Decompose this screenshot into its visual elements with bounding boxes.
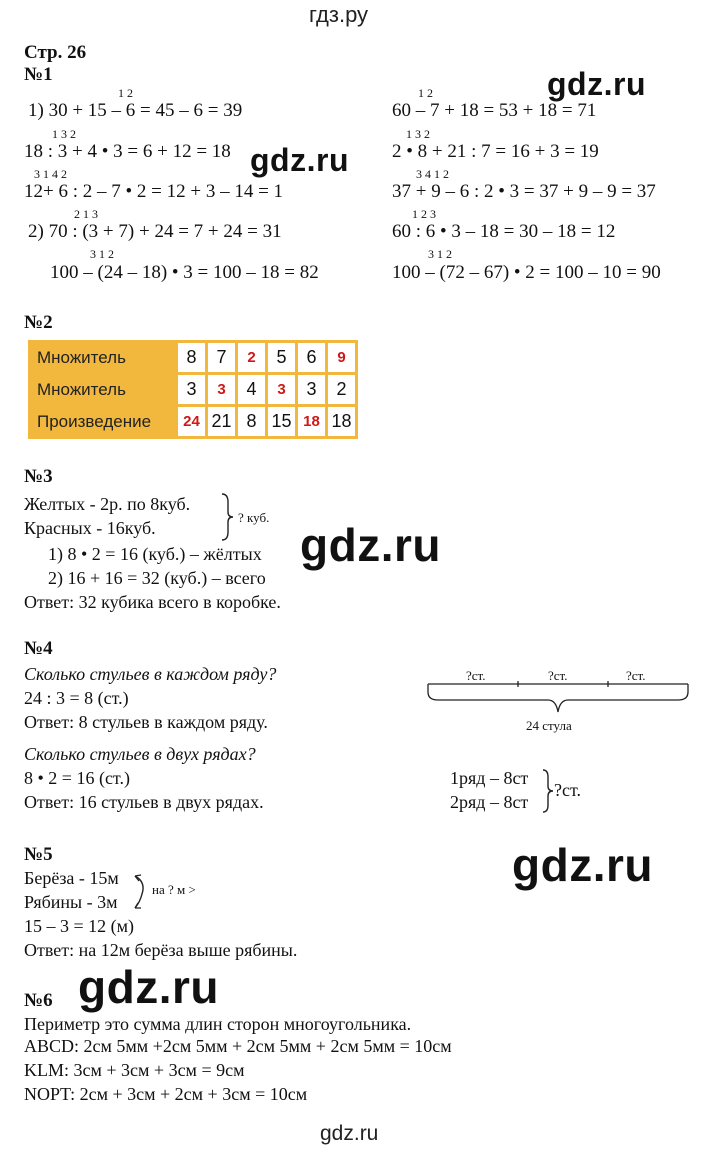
task6-abcd: ABCD: 2см 5мм +2см 5мм + 2см 5мм + 2см 5мм = 10см [24, 1036, 452, 1056]
task3-step1: 1) 8 • 2 = 16 (куб.) – жёлтых [48, 544, 262, 564]
table-cell: 4 [237, 374, 267, 406]
table-cell: 3 [207, 374, 237, 406]
row1-label: 1ряд – 8ст [450, 768, 529, 788]
table-cell: 8 [237, 406, 267, 438]
equation: 12+ 6 : 2 – 7 • 2 = 12 + 3 – 14 = 1 [24, 181, 284, 202]
task3-answer: Ответ: 32 кубика всего в коробке. [24, 592, 281, 612]
footer-site: gdz.ru [320, 1122, 379, 1145]
watermark: gdz.ru [300, 519, 441, 571]
table-cell: 18 [297, 406, 327, 438]
equation: 100 – (72 – 67) • 2 = 100 – 10 = 90 [392, 262, 661, 283]
task1-title: №1 [24, 64, 53, 85]
segment-brace-icon [426, 680, 690, 720]
table-row [30, 342, 357, 374]
order-marks: 2 1 3 [74, 207, 98, 221]
task6-klm: KLM: 3см + 3см + 3см = 9см [24, 1060, 245, 1080]
task6-title: №6 [24, 990, 53, 1011]
watermark: gdz.ru [250, 142, 349, 178]
order-marks: 1 3 2 [52, 127, 76, 141]
equation: 60 – 7 + 18 = 53 + 18 = 71 [392, 100, 597, 121]
table-cell: 21 [207, 406, 237, 438]
task2-title: №2 [24, 312, 53, 333]
order-marks: 3 1 4 2 [34, 167, 67, 181]
table-cell: 3 [267, 374, 297, 406]
order-marks: 3 4 1 2 [416, 167, 449, 181]
task5-step: 15 – 3 = 12 (м) [24, 916, 135, 936]
table-cell: 15 [267, 406, 297, 438]
table-cell: 2 [327, 374, 357, 406]
order-marks: 3 1 2 [90, 247, 114, 261]
task6-definition: Периметр это сумма длин сторон многоугольника. [24, 1014, 412, 1034]
table-cell: 7 [207, 342, 237, 374]
rows-question: ?ст. [554, 780, 581, 800]
task3-question: ? куб. [238, 510, 270, 525]
task4-question2: Сколько стульев в двух рядах? [24, 744, 256, 764]
page-ref: Стр. 26 [24, 42, 87, 63]
table-cell: 6 [297, 342, 327, 374]
equation: 37 + 9 – 6 : 2 • 3 = 37 + 9 – 9 = 37 [392, 181, 656, 202]
task4-title: №4 [24, 638, 53, 659]
table-cell: 24 [177, 406, 207, 438]
task3-step2: 2) 16 + 16 = 32 (куб.) – всего [48, 568, 266, 588]
equation: 2) 70 : (3 + 7) + 24 = 7 + 24 = 31 [28, 221, 282, 242]
total-label: 24 стула [526, 718, 572, 733]
order-marks: 1 3 2 [406, 127, 430, 141]
table-row [30, 374, 357, 406]
watermark: gdz.ru [512, 839, 653, 891]
row2-label: 2ряд – 8ст [450, 792, 529, 812]
task3-line-red: Красных - 16куб. [24, 518, 156, 538]
multiplication-table [28, 340, 358, 439]
task5-line-birch: Берёза - 15м [24, 868, 119, 888]
equation: 100 – (24 – 18) • 3 = 100 – 18 = 82 [50, 262, 319, 283]
task4-question1: Сколько стульев в каждом ряду? [24, 664, 277, 684]
row-label: Множитель [30, 342, 177, 374]
table-cell: 9 [327, 342, 357, 374]
task4-solution2: 8 • 2 = 16 (ст.) [24, 768, 130, 788]
equation: 2 • 8 + 21 : 7 = 16 + 3 = 19 [392, 141, 599, 162]
order-marks: 3 1 2 [428, 247, 452, 261]
task3-title: №3 [24, 466, 53, 487]
task5-question: на ? м > [152, 882, 196, 897]
order-marks: 1 2 [118, 86, 133, 100]
order-marks: 1 2 [418, 86, 433, 100]
table-cell: 8 [177, 342, 207, 374]
brace-icon [541, 768, 555, 814]
order-marks: 1 2 3 [412, 207, 436, 221]
table-cell: 18 [327, 406, 357, 438]
equation: 18 : 3 + 4 • 3 = 6 + 12 = 18 [24, 141, 231, 162]
brace-icon [220, 492, 236, 542]
task4-solution1: 24 : 3 = 8 (ст.) [24, 688, 129, 708]
site-header: гдз.ру [309, 2, 369, 27]
segment-label: ?ст. [548, 668, 568, 683]
table-cell: 2 [237, 342, 267, 374]
arc-arrow-icon [132, 868, 150, 914]
segment-label: ?ст. [626, 668, 646, 683]
equation: 60 : 6 • 3 – 18 = 30 – 18 = 12 [392, 221, 616, 242]
table-row [30, 406, 357, 438]
row-label: Произведение [30, 406, 177, 438]
equation: 1) 30 + 15 – 6 = 45 – 6 = 39 [28, 100, 243, 121]
row-label: Множитель [30, 374, 177, 406]
table-cell: 3 [177, 374, 207, 406]
task6-nopt: NOPT: 2см + 3см + 2см + 3см = 10см [24, 1084, 308, 1104]
task4-answer1: Ответ: 8 стульев в каждом ряду. [24, 712, 268, 732]
table-cell: 5 [267, 342, 297, 374]
watermark: gdz.ru [547, 66, 646, 102]
table-cell: 3 [297, 374, 327, 406]
task4-answer2: Ответ: 16 стульев в двух рядах. [24, 792, 264, 812]
task3-line-yellow: Желтых - 2р. по 8куб. [24, 494, 191, 514]
task5-title: №5 [24, 844, 53, 865]
segment-label: ?ст. [466, 668, 486, 683]
task5-line-rowan: Рябины - 3м [24, 892, 118, 912]
watermark: gdz.ru [78, 961, 219, 1013]
task5-answer: Ответ: на 12м берёза выше рябины. [24, 940, 298, 960]
